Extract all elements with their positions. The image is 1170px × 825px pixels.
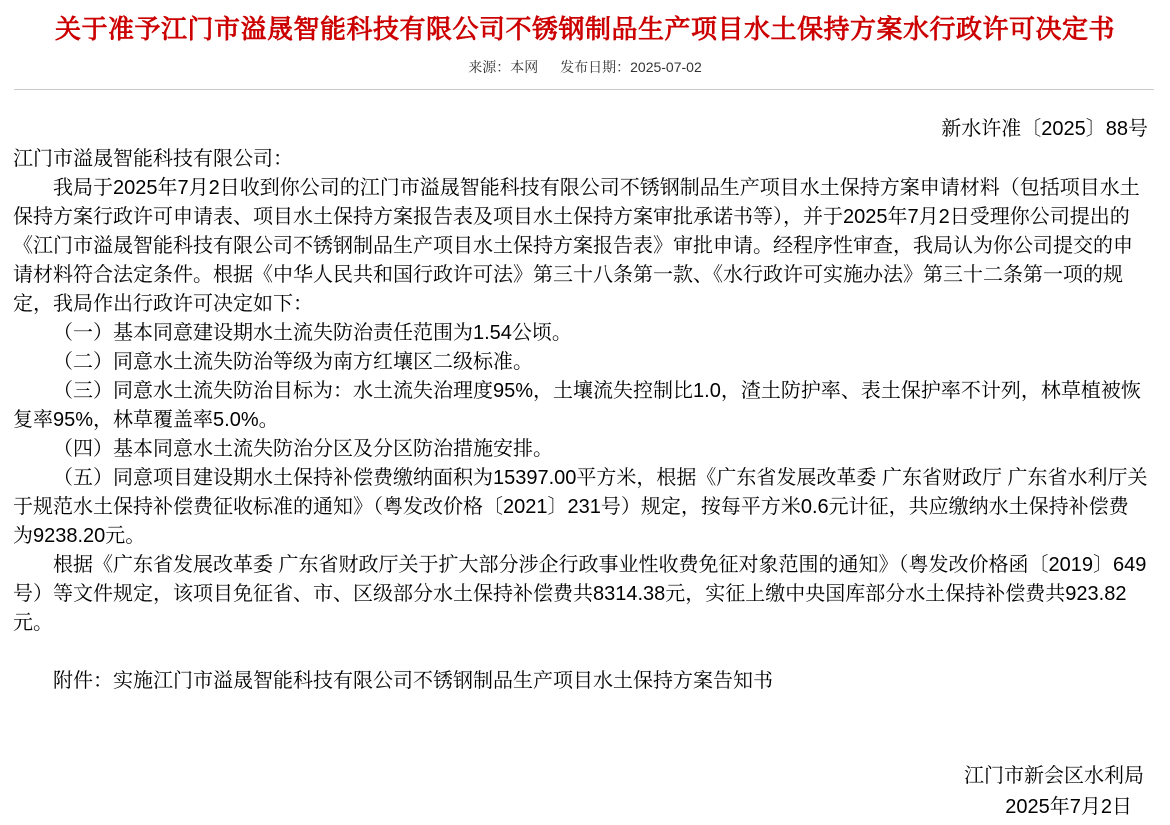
salutation: 江门市溢晟智能科技有限公司： (13, 148, 293, 170)
signature-block (13, 761, 1148, 823)
page-title: 关于准予江门市溢晟智能科技有限公司不锈钢制品生产项目水土保持方案水行政许可决定书 (54, 14, 1115, 44)
body-paragraph: 根据《广东省发展改革委 广东省财政厅关于扩大部分涉企行政事业性收费免征对象范围的通知》（粤发改价格函〔2019〕649号）等文件规定，该项目免征省、市、区级部分水土保持补偿费共8314.38元，实征上缴中央国库部分水土保持补偿费共923.82元。 (13, 554, 1147, 634)
body-paragraphs (13, 174, 1148, 638)
body-paragraph: （四）基本同意水土流失防治分区及分区防治措施安排。 (53, 438, 553, 460)
document-number: 新水许准〔2025〕88号 (941, 118, 1148, 140)
body-paragraph: （一）基本同意建设期水土流失防治责任范围为1.54公顷。 (53, 322, 572, 344)
signature-date: 2025年7月2日 (1005, 796, 1132, 818)
body-paragraph: （二）同意水土流失防治等级为南方红壤区二级标准。 (53, 351, 533, 373)
attachment-line: 附件：实施江门市溢晟智能科技有限公司不锈钢制品生产项目水土保持方案告知书 (53, 670, 773, 692)
signature-agency: 江门市新会区水利局 (964, 765, 1144, 787)
meta-bar (0, 57, 1170, 77)
publish-date-label: 发布日期：2025-07-02 (560, 59, 702, 75)
document-body (0, 90, 1170, 823)
body-paragraph: （五）同意项目建设期水土保持补偿费缴纳面积为15397.00平方米，根据《广东省发展改革委 广东省财政厅 广东省水利厅关于规范水土保持补偿费征收标准的通知》（粤发改价格〔2021〕231号）规定，按每平方米0.6元计征，共应缴纳水土保持补偿费为9238.20元。 (13, 467, 1148, 547)
body-paragraph: 我局于2025年7月2日收到你公司的江门市溢晟智能科技有限公司不锈钢制品生产项目水土保持方案申请材料（包括项目水土保持方案行政许可申请表、项目水土保持方案报告表及项目水土保持方案审批承诺书等），并于2025年7月2日受理你公司提出的《江门市溢晟智能科技有限公司不锈钢制品生产项目水土保持方案报告表》审批申请。经程序性审查，我局认为你公司提交的申请材料符合法定条件。根据《中华人民共和国行政许可法》第三十八条第一款、《水行政许可实施办法》第三十二条第一项的规定，我局作出行政许可决定如下： (13, 177, 1140, 315)
source-label: 来源：本网 (468, 59, 539, 75)
body-paragraph: （三）同意水土流失防治目标为：水土流失治理度95%，土壤流失控制比1.0，渣土防护率、表土保护率不计列，林草植被恢复率95%，林草覆盖率5.0%。 (13, 380, 1141, 431)
